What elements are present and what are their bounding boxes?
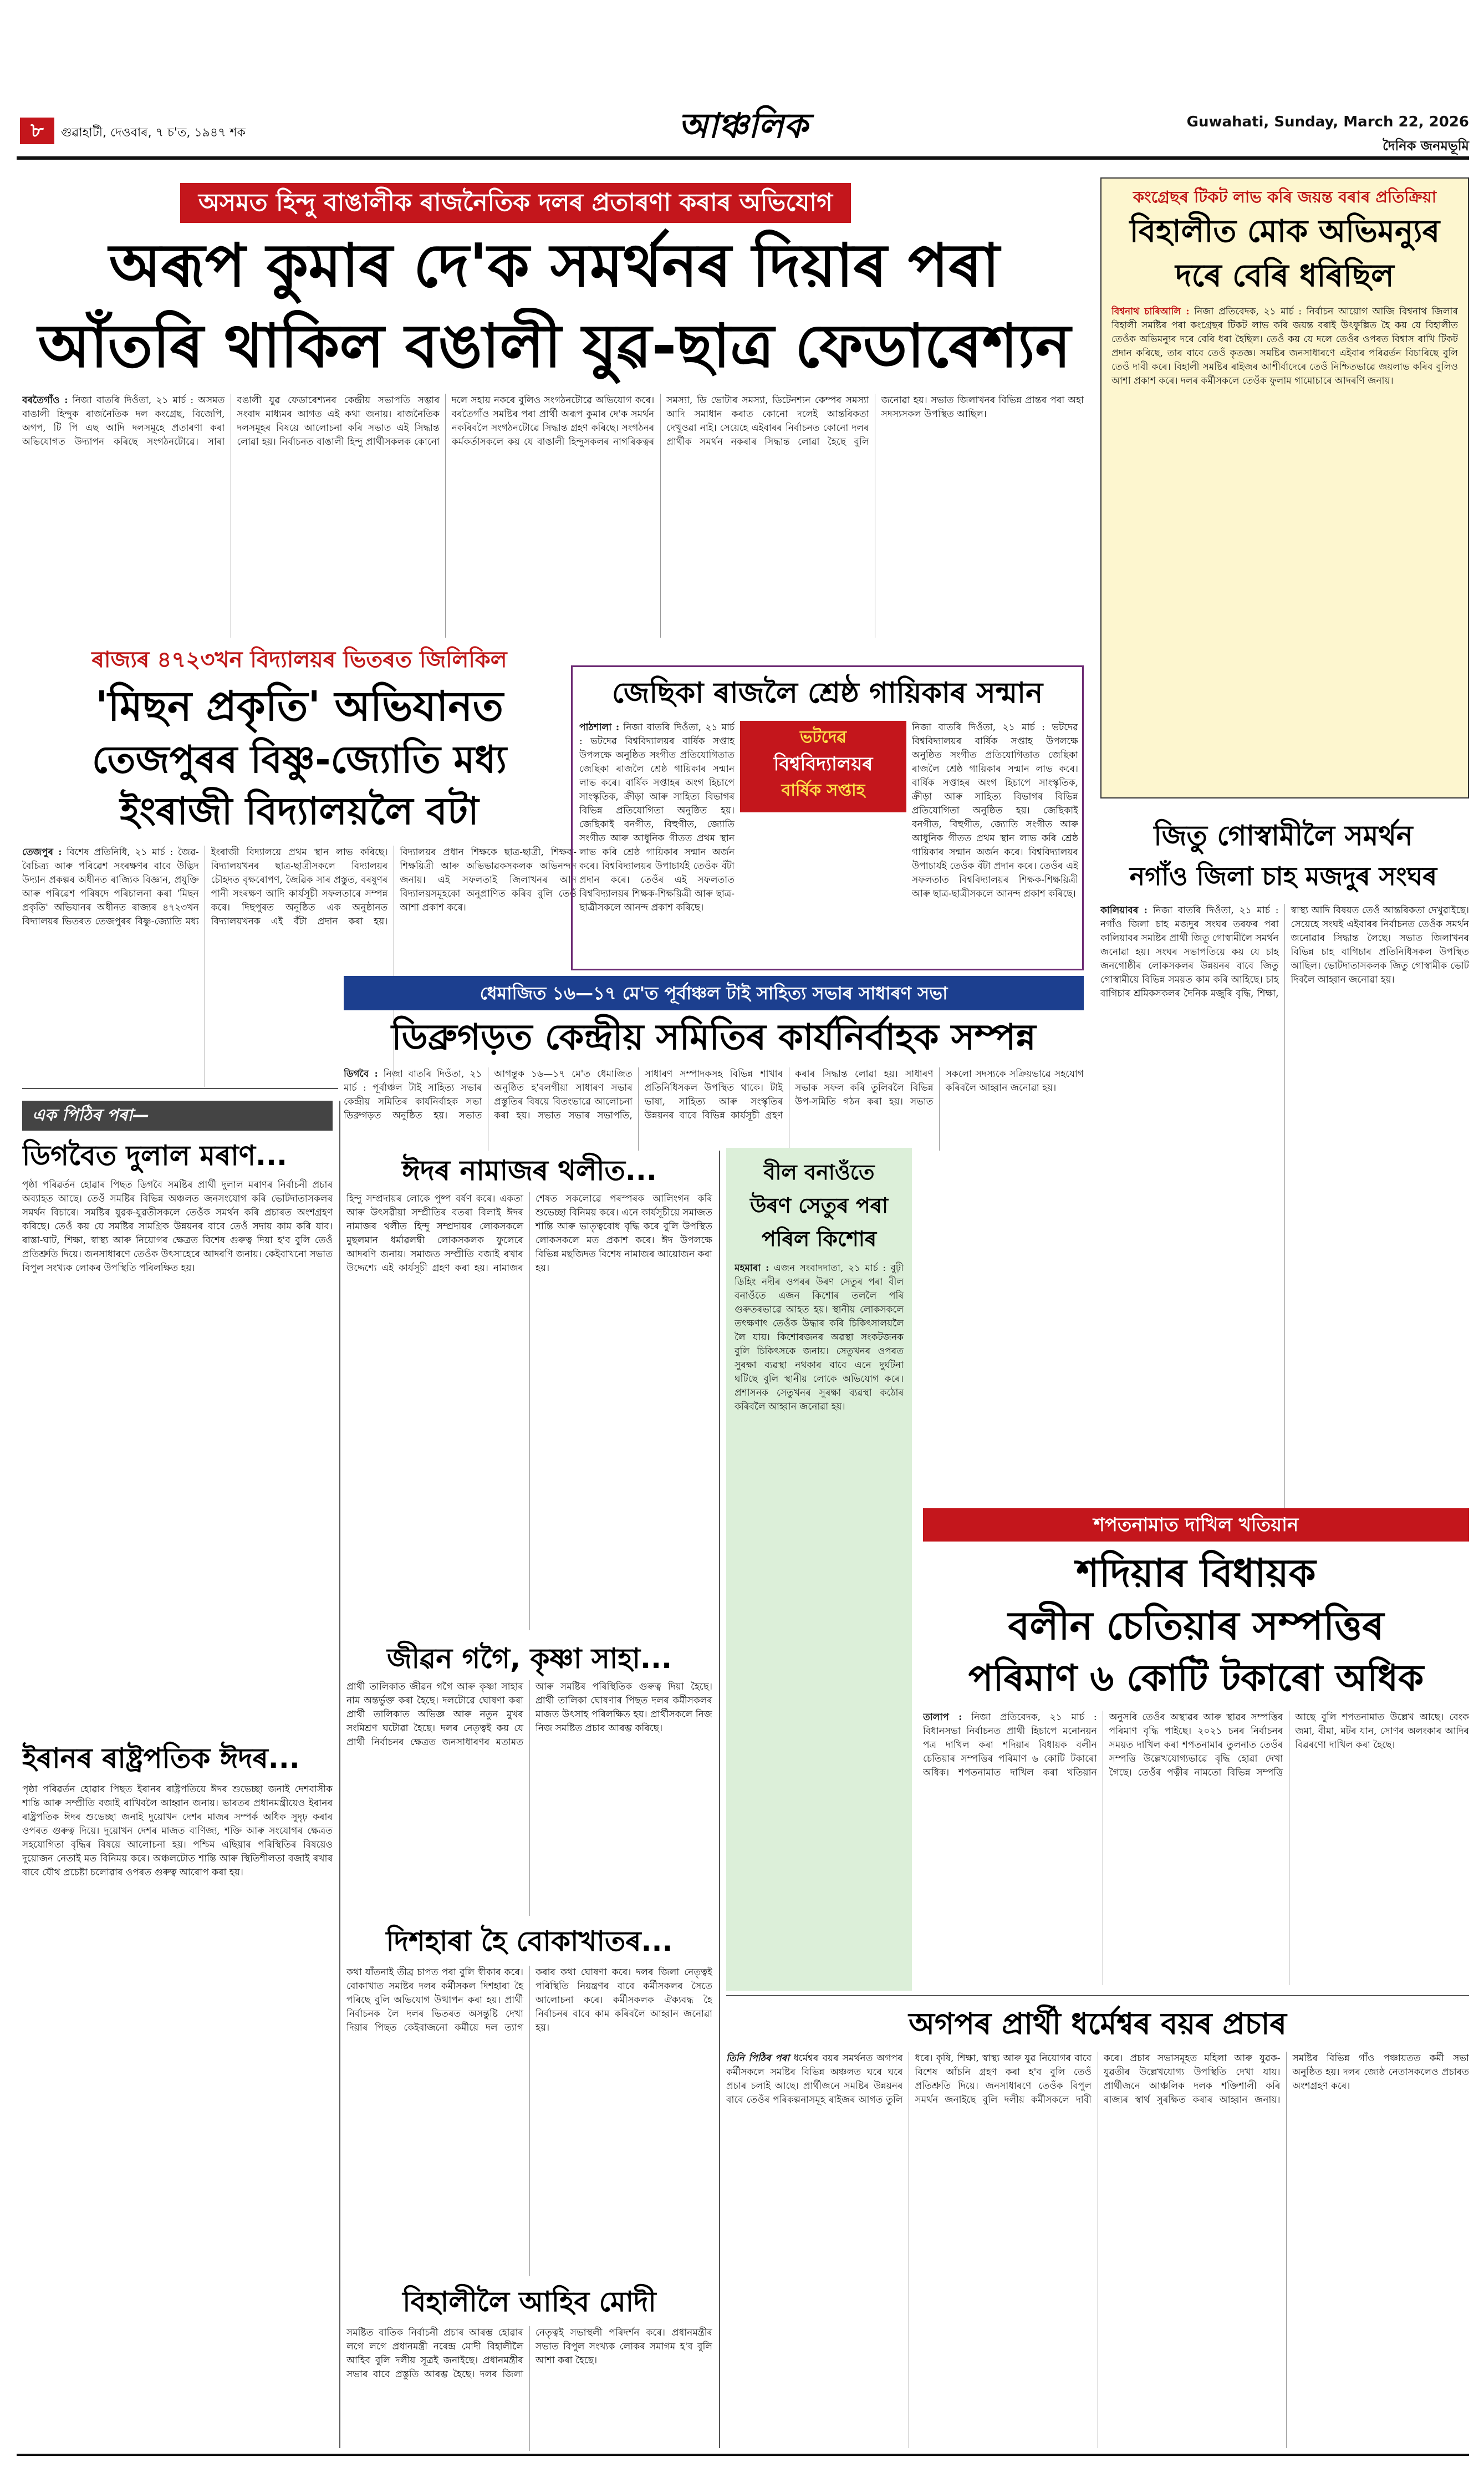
badge-line-2: বিশ্ববিদ্যালয়ৰ (773, 753, 873, 775)
tea-dateline: কালিয়াবৰ : (1100, 905, 1148, 916)
bridge-body (735, 1262, 904, 1982)
bridge-text: এজন সংবাদদাতা, ২১ মাৰ্চ : বুঢ়ী ডিহিং নদীৰ ওপৰৰ উৰণ সেতুৰ পৰা বীল বনাওঁতে এজন কিশোৰ তললৈ পৰি গুৰুতৰভাৱে আহত হয়। স্থানীয় লোকসকলে তৎক্ষণাৎ তেওঁক উদ্ধাৰ কৰি চিকিৎসালয়লৈ লৈ যায়। কিশোৰজনৰ অৱস্থা সংকটজনক বুলি চিকিৎসকে জনায়। সেতুখনৰ ওপৰত সুৰক্ষা ব্যৱস্থা নথকাৰ বাবে এনে দুৰ্ঘটনা ঘটিছে বুলি স্থানীয় লোকে অভিযোগ কৰে। প্ৰশাসনক সেতুখনৰ সুৰক্ষা ব্যৱস্থা কঠোৰ কৰিবলৈ আহ্বান জনোৱা হয়। (735, 1263, 904, 1412)
lead-headline-1: অৰূপ কুমাৰ দে'ক সমৰ্থনৰ দিয়াৰ পৰা (109, 231, 1000, 301)
badge-line-1: ভটদেৱ (799, 728, 847, 747)
page-number: ৮ (20, 118, 54, 144)
singer-badge (740, 721, 906, 812)
column-banner: এক পিঠিৰ পৰা— (22, 1101, 333, 1131)
mla-body (923, 1711, 1469, 1985)
school-kicker: ৰাজ্যৰ ৪৭২৩খন বিদ্যালয়ৰ ভিতৰত জিলিকিল (91, 647, 507, 673)
lead-body (22, 394, 1084, 638)
modi-headline: বিহালীলৈ আহিব মোদী (402, 2286, 656, 2318)
tea-body (1100, 904, 1469, 1508)
dulal-body: পৃষ্ঠা পৰিৱৰ্তন হোৱাৰ পিছত ডিগবৈ সমষ্টিৰ প্ৰাৰ্থী দুলাল মৰাণৰ নিৰ্বাচনী প্ৰচাৰ অব্যাহত আছে। তেওঁ সমষ্টিৰ বিভিন্ন অঞ্চলত জনসংযোগ কৰি ভোটদাতাসকলৰ সমৰ্থন বিচাৰে। সমষ্টিৰ যুৱক-যুৱতীসকলে তেওঁক সমৰ্থন কৰি প্ৰচাৰত অংশগ্ৰহণ কৰিছে। তেওঁ কয় যে সমষ্টিৰ সামগ্ৰিক উন্নয়নৰ বাবে তেওঁ সদায় কাম কৰি যাব। ৰাস্তা-ঘাট, শিক্ষা, স্বাস্থ্য আৰু নিয়োগৰ ক্ষেত্ৰত বিশেষ গুৰুত্ব দিয়া হ'ব বুলি তেওঁ প্ৰতিশ্ৰুতি দিয়ে। জনসাধাৰণে তেওঁক উৎসাহেৰে আদৰণি জনায়। কেইবাখনো সভাত বিপুল সংখ্যক লোকৰ উপস্থিতি পৰিলক্ষিত হয়। (22, 1179, 333, 1274)
bihali-headline-2: দৰে বেৰি ধৰিছিল (1175, 258, 1394, 294)
lead-dateline: বৰতৈগাঁও : (22, 395, 68, 406)
bihali-dateline: বিশ্বনাথ চাৰিআলি : (1111, 306, 1190, 317)
bridge-headline-1: বীল বনাওঁতে (763, 1160, 875, 1184)
singer-dateline: পাঠশালা : (579, 722, 620, 733)
tea-headline-1: জিতু গোস্বামীলৈ সমৰ্থন (1154, 820, 1413, 852)
literary-body (344, 1067, 1084, 1151)
singer-text: নিজা বাতৰি দিওঁতা, ২১ মাৰ্চ : ভটদেৱ বিশ্ববিদ্যালয়ৰ বাৰ্ষিক সপ্তাহ উপলক্ষে অনুষ্ঠিত সংগীত প্ৰতিযোগিতাত জেছিকা ৰাজলৈ শ্ৰেষ্ঠ গায়িকাৰ সন্মান লাভ কৰে। বাৰ্ষিক সপ্তাহৰ অংগ হিচাপে সাংস্কৃতিক, ক্ৰীড়া আৰু সাহিত্য বিভাগৰ বিভিন্ন প্ৰতিযোগিতা অনুষ্ঠিত হয়। জেছিকাই বনগীত, বিহুগীত, জ্যোতি সংগীত আৰু আধুনিক গীতত প্ৰথম স্থান লাভ কৰি শ্ৰেষ্ঠ গায়িকাৰ সন্মান অৰ্জন কৰে। বিশ্ববিদ্যালয়ৰ উপাচাৰ্যই তেওঁক বঁটা প্ৰদান কৰে। তেওঁৰ এই সফলতাত বিশ্ববিদ্যালয়ৰ শিক্ষক-শিক্ষয়িত্ৰী আৰু ছাত্ৰ-ছাত্ৰীসকলে আনন্দ প্ৰকাশ কৰিছে। (579, 722, 735, 913)
bridge-dateline: মহমাৰা : (735, 1263, 769, 1274)
lead-headline-2: আঁতৰি থাকিল বঙালী যুৱ-ছাত্ৰ ফেডাৰেশ্যন (38, 312, 1071, 381)
bridge-headline-3: পৰিল কিশোৰ (761, 1227, 877, 1251)
badge-line-3: বাৰ্ষিক সপ্তাহ (781, 781, 865, 800)
mla-headline-1: শদিয়াৰ বিধায়ক (1076, 1550, 1316, 1596)
paper-name: দৈনিক জনমভূমি (1383, 138, 1469, 154)
tea-headline-2: নগাঁও জিলা চাহ মজদুৰ সংঘৰ (1129, 861, 1437, 891)
literary-headline: ডিব্ৰুগড়ত কেন্দ্ৰীয় সমিতিৰ কাৰ্যনিৰ্বাহক সম্পন্ন (391, 1017, 1036, 1058)
mla-dateline: তালাপ : (923, 1712, 962, 1723)
jibon-headline: জীৱন গগৈ, কৃষ্ণা সাহা... (386, 1642, 672, 1675)
mla-text: নিজা প্ৰতিবেদক, ২১ মাৰ্চ : বিধানসভা নিৰ্বাচনত প্ৰাৰ্থী হিচাপে মনোনয়ন পত্ৰ দাখিল কৰা শদিয়াৰ বিধায়ক বলীন চেতিয়াৰ সম্পত্তিৰ পৰিমাণ ৬ কোটি টকাৰো অধিক। শপতনামাত দাখিল কৰা খতিয়ান অনুসৰি তেওঁৰ অস্থাৱৰ আৰু স্থাৱৰ সম্পত্তিৰ পৰিমাণ বৃদ্ধি পাইছে। ২০২১ চনৰ নিৰ্বাচনৰ সময়ত দাখিল কৰা শপতনামাৰ তুলনাত তেওঁৰ সম্পত্তি উল্লেখযোগ্যভাৱে বৃদ্ধি হোৱা দেখা গৈছে। তেওঁৰ পত্নীৰ নামতো বিভিন্ন সম্পত্তি আছে বুলি শপতনামাত উল্লেখ আছে। বেংক জমা, বীমা, মটৰ যান, সোণৰ অলংকাৰ আদিৰ বিৱৰণো দাখিল কৰা হৈছে। (923, 1712, 1469, 1778)
mid-rule (22, 1088, 338, 1089)
school-headline-2: তেজপুৰৰ বিষ্ণু-জ্যোতি মধ্য (91, 738, 507, 782)
singer-body-right: নিজা বাতৰি দিওঁতা, ২১ মাৰ্চ : ভটদেৱ বিশ্ববিদ্যালয়ৰ বাৰ্ষিক সপ্তাহ উপলক্ষে অনুষ্ঠিত সংগীত প্ৰতিযোগিতাত জেছিকা ৰাজলৈ শ্ৰেষ্ঠ গায়িকাৰ সন্মান লাভ কৰে। বাৰ্ষিক সপ্তাহৰ অংগ হিচাপে সাংস্কৃতিক, ক্ৰীড়া আৰু সাহিত্য বিভাগৰ বিভিন্ন প্ৰতিযোগিতা অনুষ্ঠিত হয়। জেছিকাই বনগীত, বিহুগীত, জ্যোতি সংগীত আৰু আধুনিক গীতত প্ৰথম স্থান লাভ কৰি শ্ৰেষ্ঠ গায়িকাৰ সন্মান অৰ্জন কৰে। বিশ্ববিদ্যালয়ৰ উপাচাৰ্যই তেওঁক বঁটা প্ৰদান কৰে। তেওঁৰ এই সফলতাত বিশ্ববিদ্যালয়ৰ শিক্ষক-শিক্ষয়িত্ৰী আৰু ছাত্ৰ-ছাত্ৰীসকলে আনন্দ প্ৰকাশ কৰিছে। (912, 722, 1078, 899)
bridge-headline-2: উৰণ সেতুৰ পৰা (749, 1193, 889, 1218)
literary-dateline: ডিগবৈ : (344, 1069, 378, 1080)
mla-kicker: শপতনামাত দাখিল খতিয়ান (923, 1508, 1469, 1542)
literary-kicker: ধেমাজিত ১৬—১৭ মে'ত পূৰ্বাঞ্চল টাই সাহিত্য সভাৰ সাধাৰণ সভা (344, 976, 1084, 1010)
dishohara-headline: দিশহাৰা হৈ বোকাখাতৰ... (386, 1925, 673, 1957)
bihali-text: নিজা প্ৰতিবেদক, ২১ মাৰ্চ : নিৰ্বাচন আয়োগ আজি বিশ্বনাথ জিলাৰ বিহালী সমষ্টিৰ পৰা কংগ্ৰেছৰ টিকট লাভ কৰি জয়ন্ত বৰাই উৎফুল্লিত হৈ কয় যে বিহালীত তেওঁক অভিমন্যুৰ দৰে বেৰি ধৰা হৈছিল। তেওঁ কয় যে দলে তেওঁৰ ওপৰত বিশ্বাস ৰাখি টিকট প্ৰদান কৰিছে, তাৰ বাবে তেওঁ কৃতজ্ঞ। সমষ্টিৰ জনসাধাৰণে এইবাৰ পৰিৱৰ্তন বিচাৰিছে বুলি তেওঁ দাবী কৰে। বিহালী সমষ্টিৰ ৰাইজৰ আশীৰ্বাদেৰে তেওঁ নিশ্চিতভাৱে জয়লাভ কৰিব বুলিও আশা প্ৰকাশ কৰে। দলৰ কৰ্মীসকলে তেওঁক ফুলাম গামোচাৰে আদৰণি জনায়। (1111, 306, 1458, 386)
agp-body (726, 2052, 1469, 2448)
agp-text: ধৰ্মেশ্বৰ বয়ৰ সমৰ্থনত অগপৰ কৰ্মীসকলে সমষ্টিৰ বিভিন্ন অঞ্চলত ঘৰে ঘৰে প্ৰচাৰ চলাই আছে। প্ৰাৰ্থীজনে সমষ্টিৰ উন্নয়নৰ বাবে তেওঁৰ পৰিকল্পনাসমূহ ৰাইজৰ আগত তুলি ধৰে। কৃষি, শিক্ষা, স্বাস্থ্য আৰু যুৱ নিয়োগৰ বাবে বিশেষ আঁচনি গ্ৰহণ কৰা হ'ব বুলি তেওঁ প্ৰতিশ্ৰুতি দিয়ে। জনসাধাৰণে তেওঁক বিপুল সমৰ্থন জনাইছে বুলি দলীয় কৰ্মীসকলে দাবী কৰে। প্ৰচাৰ সভাসমূহত মহিলা আৰু যুৱক-যুৱতীৰ উল্লেখযোগ্য উপস্থিতি দেখা যায়। প্ৰাৰ্থীজনে আঞ্চলিক দলক শক্তিশালী কৰি ৰাজ্যৰ স্বাৰ্থ সুৰক্ষিত কৰাৰ আহ্বান জনায়। সমষ্টিৰ বিভিন্ন গাঁও পঞ্চায়তত কৰ্মী সভা অনুষ্ঠিত হয়। দলৰ জ্যেষ্ঠ নেতাসকলেও প্ৰচাৰত অংশগ্ৰহণ কৰে। (726, 2053, 1469, 2105)
mla-headline-2: বলীন চেতিয়াৰ সম্পত্তিৰ (1008, 1603, 1384, 1649)
agp-intro: তিনি পিঠিৰ পৰা (726, 2053, 790, 2064)
agp-rule (726, 1995, 1469, 1996)
school-headline-3: ইংৰাজী বিদ্যালয়লৈ বটা (120, 790, 479, 833)
tea-text: নিজা বাতৰি দিওঁতা, ২১ মাৰ্চ : নগাঁও জিলা চাহ মজদুৰ সংঘৰ তৰফৰ পৰা কালিয়াবৰ সমষ্টিৰ প্ৰাৰ্থী জিতু গোস্বামীলৈ সমৰ্থন জনোৱা হয়। সংঘৰ সভাপতিয়ে কয় যে চাহ জনগোষ্ঠীৰ লোকসকলৰ উন্নয়নৰ বাবে জিতু গোস্বামীয়ে বিভিন্ন সময়ত কাম কৰি আহিছে। চাহ বাগিচাৰ শ্ৰমিকসকলৰ দৈনিক মজুৰি বৃদ্ধি, শিক্ষা, স্বাস্থ্য আদি বিষয়ত তেওঁ আন্তৰিকতা দেখুৱাইছে। সেয়েহে সংঘই এইবাৰৰ নিৰ্বাচনত তেওঁক সমৰ্থন জনোৱাৰ সিদ্ধান্ত লৈছে। সভাত জিলাখনৰ বিভিন্ন চাহ বাগিচাৰ প্ৰতিনিধিসকল উপস্থিত আছিল। ভোটদাতাসকলক জিতু গোস্বামীক ভোট দিবলৈ আহ্বান জনোৱা হয়। (1100, 905, 1469, 999)
dishohara-body: কথা যাঁতনাই তীব্ৰ চাপত পৰা বুলি স্বীকাৰ কৰে। বোকাখাত সমষ্টিৰ দলৰ কৰ্মীসকল দিশহাৰা হৈ পৰিছে বুলি অভিযোগ উত্থাপন কৰা হয়। প্ৰাৰ্থী নিৰ্বাচনক লৈ দলৰ ভিতৰত অসন্তুষ্টি দেখা দিয়াৰ পিছত কেইবাজনো কৰ্মীয়ে দল ত্যাগ কৰাৰ কথা ঘোষণা কৰে। দলৰ জিলা নেতৃত্বই পৰিস্থিতি নিয়ন্ত্ৰণৰ বাবে কৰ্মীসকলৰ সৈতে আলোচনা কৰে। কৰ্মীসকলক ঐক্যবদ্ধ হৈ নিৰ্বাচনৰ বাবে কাম কৰিবলৈ আহ্বান জনোৱা হয়। (346, 1967, 712, 2033)
iran-headline: ইৰানৰ ৰাষ্ট্ৰপতিক ঈদৰ... (22, 1742, 300, 1774)
dulal-headline: ডিগবৈত দুলাল মৰাণ... (22, 1140, 287, 1172)
literary-text: নিজা বাতৰি দিওঁতা, ২১ মাৰ্চ : পূৰ্বাঞ্চল টাই সাহিত্য সভাৰ কেন্দ্ৰীয় সমিতিৰ কাৰ্যনিৰ্বাহক সভা ডিব্ৰুগড়ত অনুষ্ঠিত হয়। সভাত আগন্তুক ১৬—১৭ মে'ত ধেমাজিত অনুষ্ঠিত হ'বলগীয়া সাধাৰণ সভাৰ প্ৰস্তুতিৰ বিষয়ে বিতংভাৱে আলোচনা কৰা হয়। সভাত সভাৰ সভাপতি, সাধাৰণ সম্পাদকসহ বিভিন্ন শাখাৰ প্ৰতিনিধিসকল উপস্থিত থাকে। টাই ভাষা, সাহিত্য আৰু সংস্কৃতিৰ উন্নয়নৰ বাবে বিভিন্ন কাৰ্যসূচী গ্ৰহণ কৰাৰ সিদ্ধান্ত লোৱা হয়। সাধাৰণ সভাক সফল কৰি তুলিবলৈ বিভিন্ন উপ-সমিতি গঠন কৰা হয়। সভাত সকলো সদস্যকে সক্ৰিয়ভাৱে সহযোগ কৰিবলৈ আহ্বান জনোৱা হয়। (344, 1069, 1084, 1121)
singer-body-left (579, 721, 735, 965)
bihali-body (1111, 305, 1458, 787)
lead-text: নিজা বাতৰি দিওঁতা, ২১ মাৰ্চ : অসমত বাঙালী হিন্দুক ৰাজনৈতিক দল কংগ্ৰেছ, বিজেপি, অগপ, টি পি এছ আদি দলসমূহে প্ৰতাৰণা কৰা অভিযোগত উদ্যাপন কৰিছে সংগঠনটোৱে। সাৰা বঙালী যুৱ ফেডাৰেশ্যনৰ কেন্দ্ৰীয় সভাপতি সম্ভাৰ সংবাদ মাধ্যমৰ আগত এই কথা জনায়। ৰাজনৈতিক দলসমূহৰ বিষয়ে আলোচনা কৰি সভাত এই সিদ্ধান্ত লোৱা হয়। নিৰ্বাচনত বাঙালী হিন্দু প্ৰাৰ্থীসকলক কোনো দলে সহায় নকৰে বুলিও সংগঠনটোৱে অভিযোগ কৰে। বৰতৈগাঁও সমষ্টিৰ পৰা প্ৰাৰ্থী অৰূপ কুমাৰ দে'ক সমৰ্থন নকৰিবলৈ সংগঠনটোৱে সিদ্ধান্ত গ্ৰহণ কৰিছে। সংগঠনৰ কৰ্মকৰ্তাসকলে কয় যে বাঙালী হিন্দুসকলৰ নাগৰিকত্বৰ সমস্যা, ডি ভোটাৰ সমস্যা, ডিটেনশ্যন কেম্পৰ সমস্যা আদি সমাধান কৰাত কোনো দলেই আন্তৰিকতা দেখুওৱা নাই। সেয়েহে এইবাৰৰ নিৰ্বাচনত কোনো দলৰ প্ৰাৰ্থীক সমৰ্থন নকৰাৰ সিদ্ধান্ত লোৱা হৈছে বুলি জনোৱা হয়। সভাত জিলাখনৰ বিভিন্ন প্ৰান্তৰ পৰা অহা সদস্যসকল উপস্থিত আছিল। (22, 395, 1084, 447)
iran-body: পৃষ্ঠা পৰিৱৰ্তন হোৱাৰ পিছত ইৰানৰ ৰাষ্ট্ৰপতিয়ে ঈদৰ শুভেচ্ছা জনাই দেশবাসীক শান্তি আৰু সম্প্ৰীতি বজাই ৰাখিবলৈ আহ্বান জনায়। ভাৰতৰ প্ৰধানমন্ত্ৰীয়েও ইৰানৰ ৰাষ্ট্ৰপতিক ঈদৰ শুভেচ্ছা জনাই দুয়োখন দেশৰ মাজৰ সম্পৰ্ক অধিক সুদৃঢ় কৰাৰ ওপৰত গুৰুত্ব দিয়ে। দুয়োখন দেশৰ মাজত বাণিজ্য, শক্তি আৰু সংযোগৰ ক্ষেত্ৰত সহযোগিতা বৃদ্ধিৰ বিষয়ে আলোচনা হয়। পশ্চিম এছিয়াৰ পৰিস্থিতিৰ বিষয়েও দুয়োজন নেতাই মত বিনিময় কৰে। অঞ্চলটোত শান্তি আৰু স্থিতিশীলতা বজাই ৰখাৰ বাবে যৌথ প্ৰচেষ্টা চলোৱাৰ ওপৰত গুৰুত্ব আৰোপ কৰা হয়। (22, 1784, 333, 1878)
singer-headline: জেছিকা ৰাজলৈ শ্ৰেষ্ঠ গায়িকাৰ সন্মান (611, 676, 1043, 710)
col-rule-2 (719, 1151, 720, 2448)
jibon-body: প্ৰাৰ্থী তালিকাত জীৱন গগৈ আৰু কৃষ্ণা সাহাৰ নাম অন্তৰ্ভুক্ত কৰা হৈছে। দলটোৱে ঘোষণা কৰা প্ৰাৰ্থী তালিকাত অভিজ্ঞ আৰু নতুন মুখৰ সংমিশ্ৰণ ঘটোৱা হৈছে। দলৰ নেতৃত্বই কয় যে প্ৰাৰ্থী নিৰ্বাচনৰ ক্ষেত্ৰত জনসাধাৰণৰ মতামত আৰু সমষ্টিৰ পৰিস্থিতিক গুৰুত্ব দিয়া হৈছে। প্ৰাৰ্থী তালিকা ঘোষণাৰ পিছত দলৰ কৰ্মীসকলৰ মাজত উৎসাহ পৰিলক্ষিত হয়। প্ৰাৰ্থীসকলে নিজ নিজ সমষ্টিত প্ৰচাৰ আৰম্ভ কৰিছে। (346, 1681, 712, 1748)
bottom-rule (17, 2454, 1469, 2456)
col-rule-1 (339, 1101, 340, 2448)
agp-headline: অগপৰ প্ৰাৰ্থী ধৰ্মেশ্বৰ বয়ৰ প্ৰচাৰ (909, 2006, 1287, 2041)
right-dateline: Guwahati, Sunday, March 22, 2026 (1186, 114, 1469, 130)
left-dateline: গুৱাহাটী, দেওবাৰ, ৭ চ'ত, ১৯৪৭ শক (61, 126, 246, 140)
mla-headline-3: পৰিমাণ ৬ কোটি টকাৰো অধিক (968, 1657, 1424, 1700)
bihali-kicker: কংগ্ৰেছৰ টিকট লাভ কৰি জয়ন্ত বৰাৰ প্ৰতিক্ৰিয়া (1133, 187, 1437, 206)
masthead-rule (17, 156, 1469, 160)
school-headline-1: 'মিছন প্ৰকৃতি' অভিযানত (95, 683, 503, 730)
modi-body: সমষ্টিত বাতিক নিৰ্বাচনী প্ৰচাৰ আৰম্ভ হোৱাৰ লগে লগে প্ৰধানমন্ত্ৰী নৰেন্দ্ৰ মোদী বিহালীলৈ আহিব বুলি দলীয় সূত্ৰই জনাইছে। প্ৰধানমন্ত্ৰীৰ সভাৰ বাবে প্ৰস্তুতি আৰম্ভ হৈছে। দলৰ জিলা নেতৃত্বই সভাস্থলী পৰিদৰ্শন কৰে। প্ৰধানমন্ত্ৰীৰ সভাত বিপুল সংখ্যক লোকৰ সমাগম হ'ব বুলি আশা কৰা হৈছে। (346, 2327, 712, 2380)
section-title: আঞ্চলিক (678, 105, 808, 146)
eid-body: হিন্দু সম্প্ৰদায়ৰ লোকে পুষ্প বৰ্ষণ কৰে। একতা আৰু উৎসৱীয়া সম্প্ৰীতিৰ বতৰা বিলাই ঈদৰ নামাজৰ থলীত হিন্দু সম্প্ৰদায়ৰ লোকসকলে মুছলমান ধৰ্মাৱলম্বী লোকসকলক ফুলেৰে আদৰণি জনায়। সমাজত সম্প্ৰীতি বজাই ৰখাৰ উদ্দেশ্যে এই কাৰ্যসূচী গ্ৰহণ কৰা হয়। নামাজৰ শেষত সকলোৱে পৰস্পৰক আলিংগন কৰি শুভেচ্ছা বিনিময় কৰে। এনে কাৰ্যসূচীয়ে সমাজত শান্তি আৰু ভাতৃত্ববোধ বৃদ্ধি কৰে বুলি উপস্থিত লোকসকলে মত প্ৰকাশ কৰে। ঈদ উপলক্ষে বিভিন্ন মছজিদত বিশেষ নামাজৰ আয়োজন কৰা হয়। (346, 1193, 712, 1274)
school-dateline: তেজপুৰ : (22, 847, 62, 858)
eid-headline: ঈদৰ নামাজৰ থলীত... (402, 1154, 657, 1187)
lead-kicker: অসমত হিন্দু বাঙালীক ৰাজনৈতিক দলৰ প্ৰতাৰণা কৰাৰ অভিযোগ (180, 183, 851, 223)
school-text: বিশেষ প্ৰতিনিধি, ২১ মাৰ্চ : জৈৱ-বৈচিত্ৰ্য আৰু পৰিৱেশ সংৰক্ষণৰ বাবে উদ্ভিদ উদ্যান প্ৰকল্পৰ অধীনত ৰাজ্যিক বিজ্ঞান, প্ৰযুক্তি আৰু পৰিৱেশ পৰিষদে পৰিচালনা কৰা 'মিছন প্ৰকৃতি' অভিযানৰ অধীনত ৰাজ্যৰ ৪৭২৩খন বিদ্যালয়ৰ ভিতৰত তেজপুৰৰ বিষ্ণু-জ্যোতি মধ্য ইংৰাজী বিদ্যালয়ে প্ৰথম স্থান লাভ কৰিছে। বিদ্যালয়খনৰ ছাত্ৰ-ছাত্ৰীসকলে বিদ্যালয়ৰ চৌহদত বৃক্ষৰোপণ, জৈৱিক সাৰ প্ৰস্তুত, বৰষুণৰ পানী সংৰক্ষণ আদি কাৰ্যসূচী সফলতাৰে সম্পন্ন কৰে। দিছপুৰত অনুষ্ঠিত এক অনুষ্ঠানত বিদ্যালয়খনক এই বঁটা প্ৰদান কৰা হয়। বিদ্যালয়ৰ প্ৰধান শিক্ষকে ছাত্ৰ-ছাত্ৰী, শিক্ষক-শিক্ষয়িত্ৰী আৰু অভিভাৱকসকলক অভিনন্দন জনায়। এই সফলতাই জিলাখনৰ আন বিদ্যালয়সমূহকো অনুপ্ৰাণিত কৰিব বুলি তেওঁ আশা প্ৰকাশ কৰে। (22, 847, 577, 927)
bihali-headline-1: বিহালীত মোক অভিমন্যুৰ (1129, 213, 1440, 250)
